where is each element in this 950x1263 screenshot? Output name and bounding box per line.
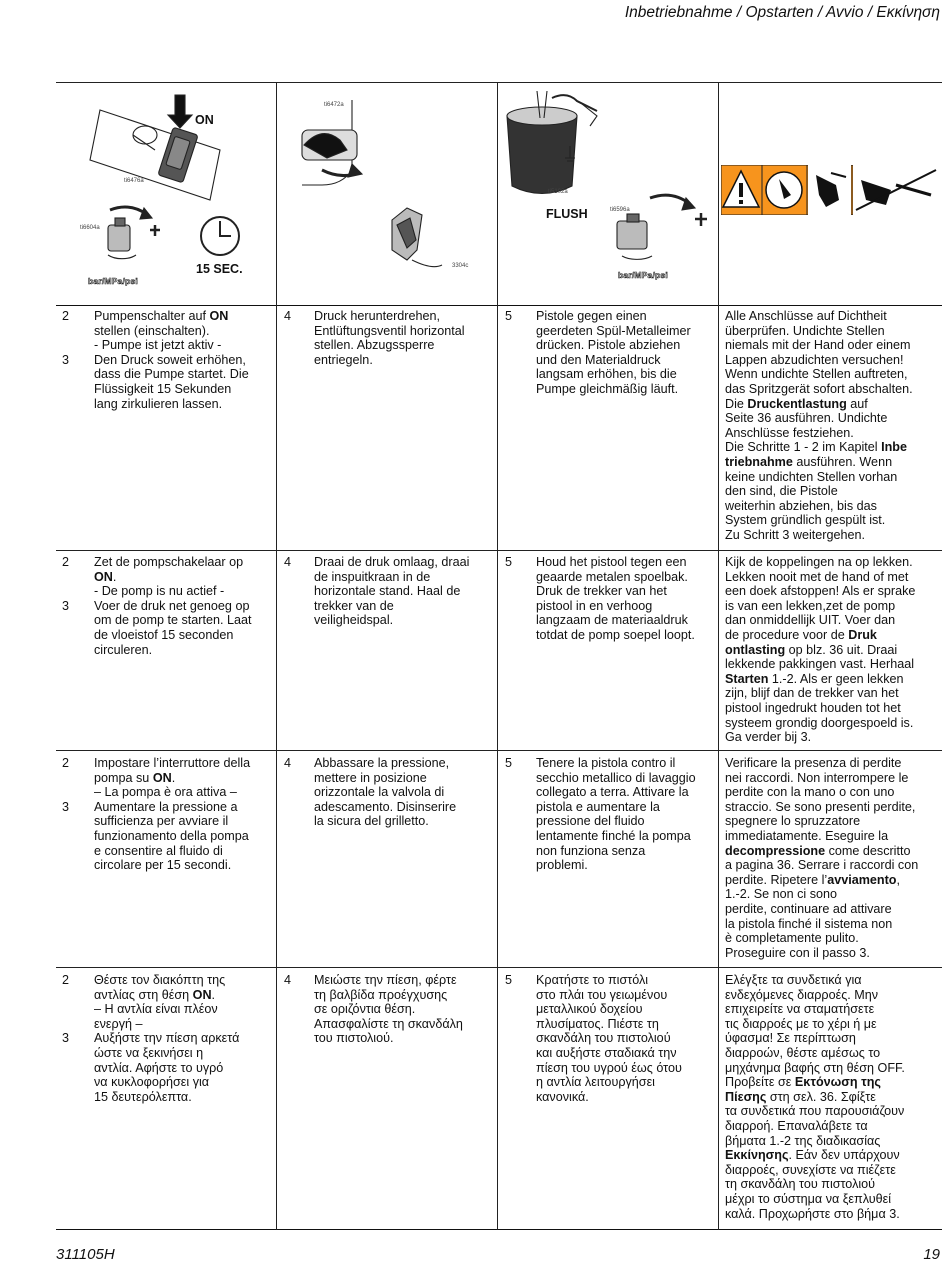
step-number: 3 (62, 598, 70, 613)
on-label: ON (195, 113, 214, 127)
step-text: Aumentare la pressione a sufficienza per avviare il funzionamento della pompa e consentire al fluido di circolare per 15 secondi. (94, 799, 249, 873)
step-text: Voer de druk net genoeg op om de pomp te starten. Laat de vloeistof 15 seconden circuleren. (94, 598, 252, 657)
page-header-title: Inbetriebnahme / Opstarten / Avvio / Εκκίνηση (624, 4, 940, 21)
row4-col3 (505, 973, 715, 1104)
row4-col2 (284, 973, 494, 1046)
column-divider-1 (276, 82, 277, 1230)
step-number: 3 (62, 1031, 70, 1046)
row2-col4: Kijk de koppelingen na op lekken. Lekken nooit met de hand of met een doek afstoppen! Als er sprake is van een lekken,zet de pomp dan onmiddellijk UIT. Voer dan de procedure voor de Druk ontlasting op blz. 36 uit. Draai lekkende pakkingen vast. Herhaal Starten 1.-2. Als er geen lekken zijn, blijf dan de trekker van het pistool ingedrukt houden tot het systeem grondig doorgespoeld is. Ga verder bij 3. (725, 555, 916, 745)
step-text: Tenere la pistola contro il secchio metallico di lavaggio collegato a terra. Attivare la pistola e aumentare la pressione del fluido lentamente finché la pompa non funziona senza problemi. (536, 756, 696, 873)
row2-col2 (284, 555, 494, 628)
flush-bucket-illustration (502, 86, 716, 296)
row3-col4: Verificare la presenza di perdite nei raccordi. Non interrompere le perdite con la mano o con uno straccio. Se sono presenti perdite, spegnere lo spruzzatore immediatamente. Eseguire la decompressione come descritto a pagina 36. Serrare i raccordi con perdite. Ripetere l’avviamento, 1.-2. Se non ci sono perdite, continuare ad attivare la pistola finché il sistema non è completamente pulito. Proseguire con il passo 3. (725, 756, 919, 960)
row4-col4: Ελέγξτε τα συνδετικά για ενδεχόμενες διαρροές. Μην επιχειρείτε να σταματήσετε τις διαρροές με το χέρι ή με ύφασμα! Σε περίπτωση διαρροών, θέστε αμέσως το μηχάνημα βαφής στη θέση OFF. Προβείτε σε Εκτόνωση της Πίεσης στη σελ. 36. Σφίξτε τα συνδετικά που παρουσιάζουν διαρροή. Επαναλάβετε τα βήματα 1.-2 της διαδικασίας Εκκίνησης. Εάν δεν υπάρχουν διαρροές, συνεχίστε να πιέζετε τη σκανδάλη του πιστολιού μέχρι το σύστημα να ξεπλυθεί καλά. Προχωρήστε στο βήμα 3. (725, 973, 905, 1221)
step-text: Pistole gegen einen geerdeten Spül-Metalleimer drücken. Pistole abziehen und den Materialdruck langsam erhöhen, bis die Pumpe gleichmäßig läuft. (536, 309, 691, 396)
row3-col3 (505, 756, 715, 873)
figure-ref-a: ti6472a (324, 102, 344, 108)
step-number: 5 (505, 309, 513, 323)
pressure-gauge-icon (766, 172, 802, 208)
figure-ref-a: ti5102a (548, 189, 568, 195)
step-text: Θέστε τον διακόπτη της αντλίας στη θέση ON. – Η αντλία είναι πλέον ενεργή – (94, 973, 226, 1031)
table-bottom-rule (56, 1229, 942, 1230)
row1-col1 (62, 309, 272, 411)
pressure-units-label: bar/MPa/psi (88, 276, 138, 286)
step-number: 4 (284, 756, 292, 770)
row1-col3 (505, 309, 715, 397)
step-text: Den Druck soweit erhöhen, dass die Pumpe startet. Die Flüssigkeit 15 Sekunden lang zirkulieren lassen. (94, 352, 249, 411)
row4-col1 (62, 973, 272, 1104)
figure-ref-b: ti6596a (610, 207, 630, 213)
page-number: 19 (923, 1246, 940, 1263)
row-divider-figures (56, 305, 942, 306)
row-divider-2 (56, 750, 942, 751)
step-number: 3 (62, 799, 70, 814)
step-text: Abbassare la pressione, mettere in posizione orizzontale la valvola di adescamento. Disinserire la sicura del grilletto. (314, 756, 457, 829)
column-divider-2 (497, 82, 498, 1230)
figure-ref-b: ti6604a (80, 225, 100, 231)
figure-ref-b: 3304c (452, 263, 469, 269)
figure-ref-a: ti6476a (124, 178, 144, 184)
table-top-rule (56, 82, 942, 83)
row2-col1 (62, 555, 272, 657)
row3-col1 (62, 756, 272, 873)
no-hand-spray-icon (853, 165, 942, 215)
column-divider-3 (718, 82, 719, 1230)
row-divider-1 (56, 550, 942, 551)
pressure-units-label: bar/MPa/psi (618, 270, 668, 280)
step-text: Draai de druk omlaag, draai de inspuitkraan in de horizontale stand. Haal de trekker van de veiligheidspal. (314, 555, 470, 628)
document-number: 311105H (56, 1246, 115, 1263)
row2-col3 (505, 555, 715, 643)
step-number: 2 (62, 309, 70, 323)
step-number: 2 (62, 973, 70, 987)
step-text: Αυξήστε την πίεση αρκετά ώστε να ξεκινήσει η αντλία. Αφήστε το υγρό να κυκλοφορήσει για 15 δευτερόλεπτα. (94, 1031, 240, 1104)
row3-col2 (284, 756, 494, 829)
step-text: Druck herunterdrehen, Entlüftungsventil horizontal stellen. Abzugssperre entriegeln. (314, 309, 465, 367)
step-text: Μειώστε την πίεση, φέρτε τη βαλβίδα προέγχυσης σε οριζόντια θέση. Απασφαλίστε τη σκανδάλη του πιστολιού. (314, 973, 463, 1046)
step-number: 3 (62, 352, 70, 367)
step-number: 4 (284, 309, 292, 323)
step-number: 2 (62, 555, 70, 569)
row1-col4: Alle Anschlüsse auf Dichtheit überprüfen. Undichte Stellen niemals mit der Hand oder einem Lappen abzudichten versuchen! Wenn undichte Stellen auftreten, das Spritzgerät sofort abschalten. Die Druckentlastung auf Seite 36 ausführen. Undichte Anschlüsse festziehen. Die Schritte 1 - 2 im Kapitel Inbe triebnahme ausführen. Wenn keine undichten Stellen vorhan den sind, die Pistole weiterhin abziehen, bis das System gründlich gespült ist. Zu Schritt 3 weitergehen. (725, 309, 913, 542)
row-divider-3 (56, 967, 942, 968)
flush-label: FLUSH (546, 207, 588, 221)
step-text: Houd het pistool tegen een geaarde metalen spoelbak. Druk de trekker van het pistool in en verhoog langzaam de materiaaldruk totdat de pomp soepel loopt. (536, 555, 695, 642)
step-text: Impostare l’interruttore della pompa su ON. – La pompa è ora attiva – (94, 756, 251, 800)
step-text: Pumpenschalter auf ON stellen (einschalten). - Pumpe ist jetzt aktiv - (94, 309, 229, 353)
step-number: 5 (505, 555, 513, 569)
step-text: Zet de pompschakelaar op ON. - De pomp is nu actief - (94, 555, 244, 599)
step-number: 5 (505, 973, 513, 987)
time-label: 15 SEC. (196, 262, 243, 276)
step-text: Κρατήστε το πιστόλι στο πλάι του γειωμένου μεταλλικού δοχείου πλυσίματος. Πιέστε τη σκανδάλη του πιστολιού και αυξήστε σταδιακά την πίεση του υγρού έως ότου η αντλία λειτουργήσει κανονικά. (536, 973, 682, 1104)
step-number: 4 (284, 973, 292, 987)
step-number: 4 (284, 555, 292, 569)
skin-injection-icon (808, 165, 851, 215)
step-number: 2 (62, 756, 70, 770)
warning-symbols (721, 165, 942, 215)
row1-col2 (284, 309, 494, 367)
step-number: 5 (505, 756, 513, 770)
